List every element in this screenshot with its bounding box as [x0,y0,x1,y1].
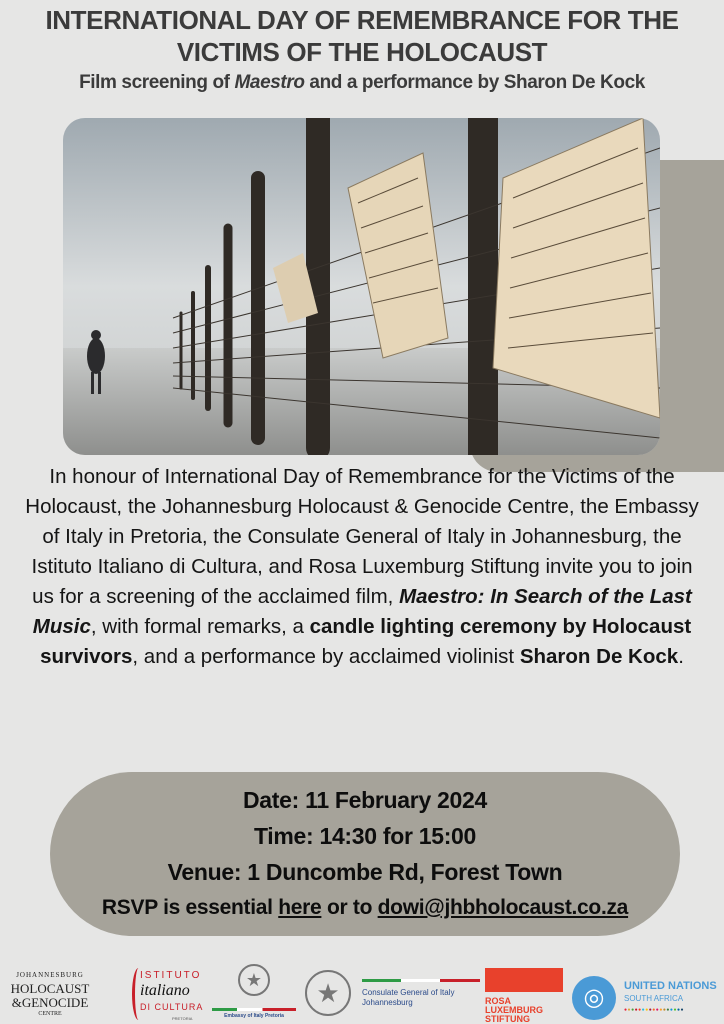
body-text: , with formal remarks, a [90,615,310,638]
subtitle-text: Film screening of [79,72,235,93]
logo-text: DI CULTURA [140,1002,204,1012]
header [0,4,724,96]
event-details-panel [50,772,680,936]
film-title: Maestro: In Search of the Last Music [32,585,692,638]
logo-text: LUXEMBURG [485,1005,543,1015]
un-emblem-icon: ◎ [572,976,616,1020]
event-date: Date: 11 February 2024 [243,787,487,813]
logo-text: PRETORIA [172,1016,193,1021]
rsvp-text: or to [321,896,378,919]
rsvp-link[interactable]: here [278,896,322,919]
logo-jhgc [4,968,96,1018]
logo-text: Consulate General of Italy [362,988,455,997]
performer-name: Sharon De Kock [519,645,679,668]
body-text: In honour of International Day of Remembrance for the Victims of the Holocaust, the Johannesburg Holocaust & Genocide Centre, the Embassy of Italy in Pretoria, the Consulate General of Italy in Johannesburg, the Istituto Italiano di Cultura, and Rosa Luxemburg Stiftung invite you to join us for a screening of the acclaimed film, [25,465,699,608]
title-line-1: INTERNATIONAL DAY OF REMEMBRANCE FOR THE [45,5,679,35]
event-rsvp [85,890,645,926]
body-text: . [678,645,684,668]
italy-emblem-icon: ★ [238,964,270,996]
logo-un-south-africa [572,976,722,1020]
logo-rls [485,968,563,1024]
italy-emblem-icon: ★ [305,970,351,1016]
logo-text: italiano [140,982,190,999]
partner-logos [0,960,724,1024]
body-text: , and a performance by acclaimed violinist [132,645,520,668]
logo-text: Johannesburg [362,998,413,1007]
logo-text: ISTITUTO [140,970,202,981]
subtitle-film: Maestro [234,72,305,93]
film-still-image [63,118,660,455]
logo-consulate-italy [362,979,480,1008]
title-line-2: VICTIMS OF THE HOLOCAUST [176,37,548,67]
sdg-dots: ●●●●●●●●●●●●●●●●● [624,1007,685,1013]
logo-text: &GENOCIDE [11,995,89,1010]
logo-text: CENTRE [38,1011,62,1017]
event-time: Time: 14:30 for 15:00 [253,823,477,849]
invitation-text [22,462,702,672]
logo-iic [102,968,202,1024]
logo-text: JOHANNESBURG [16,971,84,979]
subtitle-text: and a performance by Sharon De Kock [304,72,645,93]
logo-text: Embassy of Italy Pretoria [224,1013,284,1019]
logo-embassy-italy [212,964,296,1024]
logo-text: STIFTUNG [485,1014,530,1024]
subtitle [0,70,724,96]
logo-text: UNITED NATIONS [624,980,717,992]
event-venue: Venue: 1 Duncombe Rd, Forest Town [167,859,563,885]
rsvp-text: RSVP is essential [101,896,279,919]
rsvp-email-link[interactable]: dowi@jhbholocaust.co.za [377,896,629,919]
logo-text: HOLOCAUST [10,981,90,996]
logo-text: SOUTH AFRICA [624,994,684,1003]
logo-text: ROSA [485,996,512,1006]
ceremony-highlight: candle lighting ceremony by Holocaust survivors [40,615,692,668]
